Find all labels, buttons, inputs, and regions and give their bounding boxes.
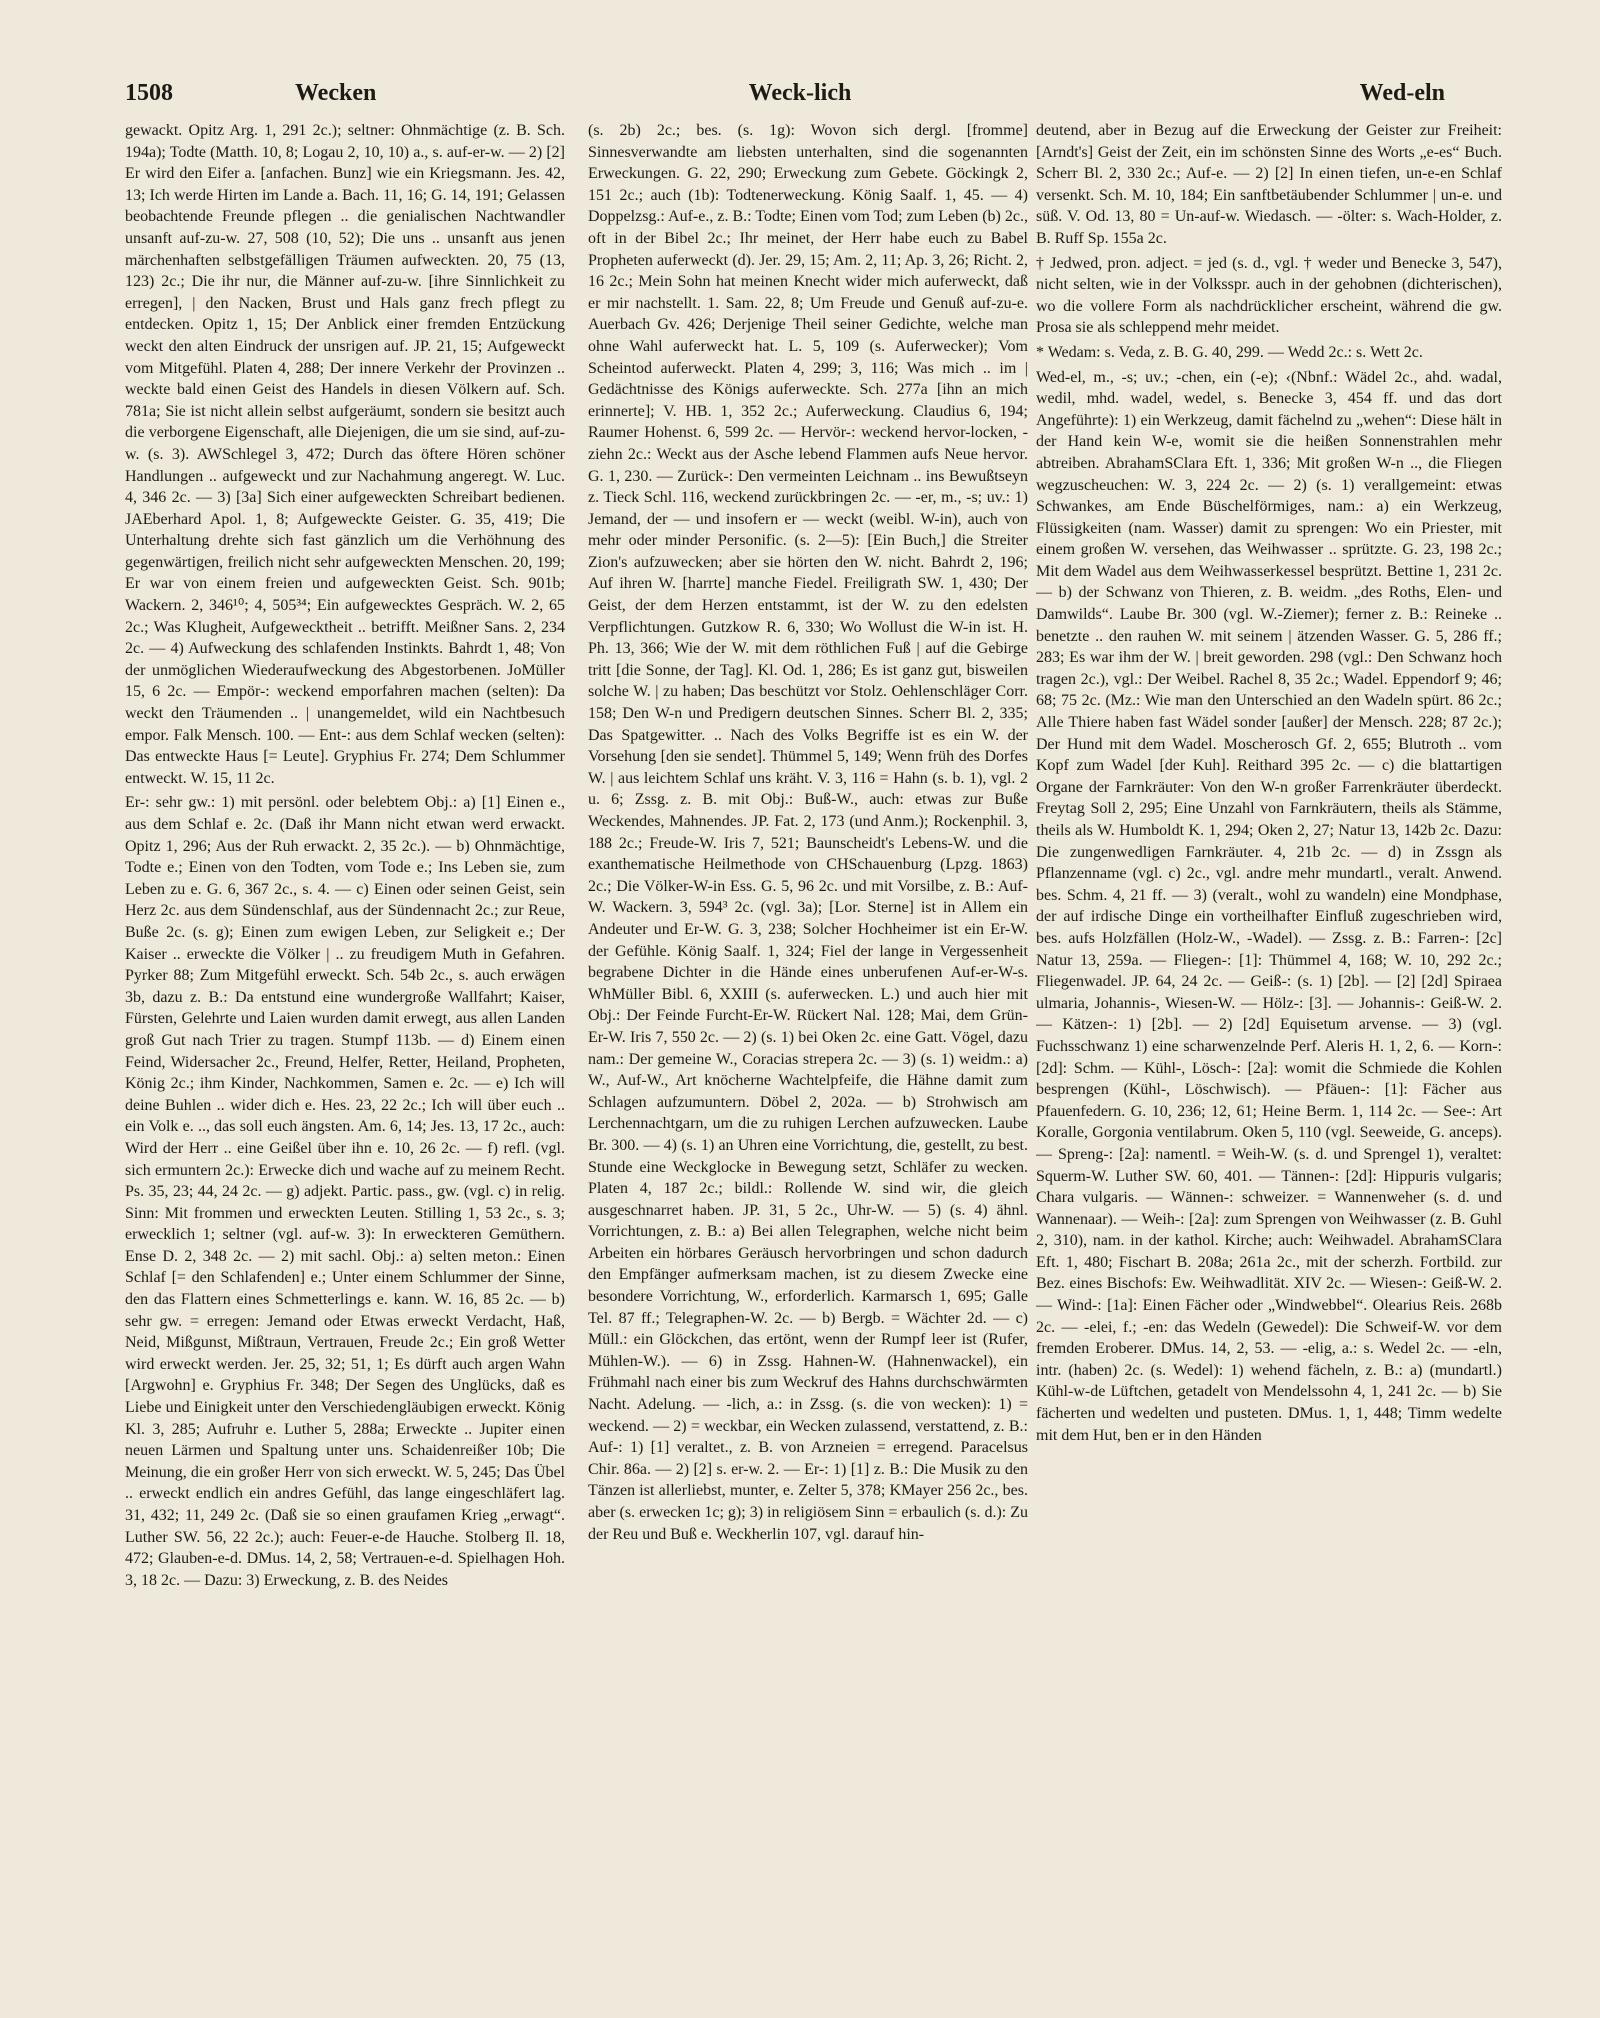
guide-word-left: Wecken xyxy=(295,80,377,106)
entry-paragraph: gewackt. Opitz Arg. 1, 291 2c.); seltner: Ohnmächtige (z. B. Sch. 194a); Todte (Matth. 10, 8; Logau 2, 10, 10) a., s. auf-er-w. — 2) [2] Er wird den Eifer a. [anfachen. Bunz] wie ein Kriegsmann. Jes. 42, 13; Ich werde Hirten im Lande a. Bach. 11, 16; G. 14, 191; Gelassen beobachtende Freunde pflegen .. die genialischen Nachtwandler unsanft auf-zu-w. 27, 508 (10, 52); Die uns .. unsanft aus jenen märchenhaften selbstgefälligen Träumen aufweckten. 20, 75 (13, 123) 2c.; Die ihr nur, die Männer auf-zu-w. [ihre Sinnlichkeit zu erregen], | den Nacken, Brust und Hals ganz frech pflegt zu entdecken. Opitz 1, 15; Der Anblick einer fremden Entzückung weckt den alten Eindruck der unsrigen auf. JP. 21, 15; Aufgeweckt vom Mitgefühl. Platen 4, 288; Der innere Verkehr der Provinzen .. weckte bald einen Geist des Handels in diesen Völkern auf. Sch. 781a; Sie ist nicht allein selbst aufgeräumt, sondern sie besitzt auch die verborgene Eigenschaft, alle Diejenigen, die um sie sind, auf-zu-w. (s. 3). AWSchlegel 3, 472; Durch das öftere Hören schöner Handlungen .. aufgeweckt und zur Nachahmung angeregt. W. Luc. 4, 346 2c. — 3) [3a] Sich einer aufgeweckten Schreibart bedienen. JAEberhard Apol. 1, 8; Aufgeweckte Geister. G. 35, 419; Die Unterhaltung drehte sich fast gänzlich um die Verhöhnung des gegenwärtigen, freilich nicht sehr aufgeweckten Menschen. 20, 199; Er war von einem freien und aufgeweckten Geist. Sch. 901b; Wackern. 2, 346¹⁰; 4, 505³⁴; Ein aufgewecktes Gespräch. W. 2, 65 2c.; Was Klugheit, Aufgewecktheit .. betrifft. Meißner Sans. 2, 234 2c. — 4) Aufweckung des schlafenden Instinkts. Bahrdt 1, 48; Von der unmöglichen Wiederaufweckung des Abgestorbenen. JoMüller 15, 6 2c. — Empör-: weckend emporfahren machen (selten): Da weckt den Träumenden .. | unangemeldet, wild ein Nachtbesuch empor. Falk Mensch. 100. — Ent-: aus dem Schlaf wecken (selten): Das entweckte Haus [= Leute]. Gryphius Fr. 274; Dem Schlummer entweckt. W. 15, 11 2c. xyxy=(125,122,565,787)
guide-word-center: Weck-lich xyxy=(748,80,852,106)
column-left xyxy=(125,120,565,1980)
entry-paragraph: † Jedwed, pron. adject. = jed (s. d., vgl. † weder und Benecke 3, 547), nicht selten, wie in der Volksspr. auch in der gehobnen (dichterischen), wo die vollere Form als nachdrücklicher erscheint, während die gw. Prosa sie als schleppend mehr meidet. xyxy=(1036,254,1502,337)
entry-paragraph: Er-: sehr gw.: 1) mit persönl. oder belebtem Obj.: a) [1] Einen e., aus dem Schlaf e. 2c. (Daß ihr Mann nicht etwan werd erwackt. Opitz 1, 296; Aus der Ruh erwackt. 2, 35 2c.). — b) Ohnmächtige, Todte e.; Einen von den Todten, vom Tode e.; Ins Leben sie, zum Leben zu e. G. 6, 367 2c., s. 4. — c) Einen oder seinen Geist, sein Herz 2c. aus dem Sündenschlaf, aus der Sündennacht 2c.; zur Reue, Buße 2c. (s. g); Einen zum ewigen Leben, zur Seligkeit e.; Der Kaiser .. erweckte die Völker | .. zu freudigem Muth in Gefahren. Pyrker 88; Zum Mitgefühl erweckt. Sch. 54b 2c., s. auch erwägen 3b, dazu z. B.: Da entstund eine wundergroße Wallfahrt; Kaiser, Fürsten, Gelehrte und Laien wurden damit erwegt, aus allen Landen groß Gut nach Trier zu tragen. Stumpf 113b. — d) Einem einen Feind, Widersacher 2c., Freund, Helfer, Retter, Heiland, Propheten, König 2c.; ihm Kinder, Nachkommen, Samen e. 2c. — e) Ich will deine Buhlen .. wider dich e. Hes. 23, 22 2c.; Ich will über euch .. ein Volk e. .., das soll euch ängsten. Am. 6, 14; Jes. 13, 17 2c., auch: Wird der Herr .. eine Geißel über ihn e. 10, 26 2c. — f) refl. (vgl. sich ermuntern 2c.): Erwecke dich und wache auf zu meinem Recht. Ps. 35, 23; 44, 24 2c. — g) adjekt. Partic. pass., gw. (vgl. c) in relig. Sinn: Mit frommen und erweckten Leuten. Stilling 1, 53 2c., s. 3; erwecklich 1; seltner (vgl. auf-w. 3): In erweckteren Gemüthern. Ense D. 2, 348 2c. — 2) mit sachl. Obj.: a) selten meton.: Einen Schlaf [= den Schlafenden] e.; Unter einem Schlummer der Sinne, den das Flattern eines Schmetterlings e. kann. W. 16, 85 2c. — b) sehr gw. = erregen: Jemand oder Etwas erweckt Verdacht, Haß, Neid, Mißgunst, Mißtraun, Vertrauen, Freude 2c.; Ein groß Wetter wird erweckt werden. Jer. 25, 32; 51, 1; Es dürft auch argen Wahn [Argwohn] e. Gryphius Fr. 348; Der Segen des Unglücks, daß es Liebe und Einigkeit unter den Verschiedengläubigen erweckt. König Kl. 3, 285; Aufruhr e. Luther 5, 288a; Erweckte .. Jupiter einen neuen Lärmen und Spaltung unter uns. Schaidenreißer 10b; Die Meinung, die ein großer Herr von sich erweckt. W. 5, 245; Das Übel .. erweckt endlich ein andres Gefühl, das lange eingeschläfert lag. 31, 432; 11, 249 2c. (Daß sie so einen graufamen Krieg „erwagt“. Luther SW. 56, 22 2c.); auch: Feuer-e-de Hauche. Stolberg Il. 18, 472; Glauben-e-d. DMus. 14, 2, 58; Vertrauen-e-d. Spielhagen Hoh. 3, 18 2c. — Dazu: 3) Erweckung, z. B. des Neides xyxy=(125,794,565,1589)
page-number: 1508 xyxy=(125,80,173,106)
column-middle xyxy=(588,120,1028,1980)
page-header xyxy=(125,80,1475,120)
entry-paragraph: * Wedam: s. Veda, z. B. G. 40, 299. — Wedd 2c.: s. Wett 2c. xyxy=(1036,343,1423,361)
guide-word-right: Wed-eln xyxy=(1359,80,1445,106)
entry-paragraph: Wed-el, m., -s; uv.; -chen, ein (-e); ‹(Nbnf.: Wädel 2c., ahd. wadal, wedil, mhd. wadel, wedel, s. Benecke 3, 454 ff. und das dort Angeführte): 1) ein Werkzeug, damit fächelnd zu „wehen“: Diese hält in der Hand kein W-e, womit sie die heißen Sonnenstrahlen mehr abtreiben. AbrahamSClara Eft. 1, 336; Mit großen W-n .., die Fliegen wegzuscheuchen: W. 3, 224 2c. — 2) (s. 1) verallgemeint: etwas Schwankes, am Ende Büschelförmiges, nam.: a) ein Werkzeug, Flüssigkeiten (nam. Wasser) damit zu sprengen: Wo ein Priester, mit einem großen W. versehen, das Weihwasser .. sprützte. G. 23, 198 2c.; Mit dem Wadel aus dem Weihwasserkessel besprützt. Bettine 1, 231 2c. — b) der Schwanz von Thieren, z. B. weidm. „des Roths, Elen- und Damwilds“. Laube Br. 300 (vgl. W.-Ziemer); ferner z. B.: Reineke .. benetzte .. den rauhen W. mit seinem | ätzenden Wasser. G. 5, 286 ff.; 283; Es war ihm der W. | breit geworden. 298 (vgl.: Den Schwanz hoch tragen 2c.), vgl.: Der Weibel. Rachel 8, 35 2c.; Wadel. Eppendorf 9; 46; 68; 75 2c. (Mz.: Wie man den Unterschied an den Wadeln spürt. 86 2c.; Alle Thiere haben fast Wädel sonder [außer] der Mensch. 228; 87 2c.); Der Hund mit dem Wadel. Moscherosch Gf. 2, 655; Blutroth .. vom Kopf zum Wadel [der Kuh]. Reithard 395 2c. — c) die blattartigen Organe der Farnkräuter: Von den W-n großer Farrenkräuter überdeckt. Freytag Soll 2, 295; Eine Unzahl von Farnkräutern, theils als Stämme, theils als W. Humboldt K. 1, 294; Oken 2, 27; Natur 13, 142b 2c. Dazu: Die zungenwedligen Farnkräuter. 4, 21b 2c. — d) in Zssgn als Pflanzenname (vgl. c) 2c., vgl. andre mehr mundartl., veralt. Anwend. bes. Schm. 4, 21 ff. — 3) (veralt., wohl zu wandeln) eine Mondphase, der auf irdische Dinge ein vortheilhafter Einfluß zugeschrieben wird, bes. aufs Holzfällen (Holz-W., -Wadel). — Zssg. z. B.: Farren-: [2c] Natur 13, 259a. — Fliegen-: [1]: Thümmel 4, 168; W. 10, 292 2c.; Fliegenwadel. JP. 64, 24 2c. — Geiß-: (s. 1) [2b]. — [2] [2d] Spiraea ulmaria, Johannis-, Wiesen-W. — Hölz-: [3]. — Johannis-: Geiß-W. 2. — Kätzen-: 1) [2b]. — 2) [2d] Equisetum arvense. — 3) (vgl. Fuchsschwanz 1) eine scharwenzelnde Perf. Aleris H. 1, 2, 6. — Korn-: [2d]: Schm. — Kühl-, Lösch-: [2a]: womit die Schmiede die Kohlen besprengen (Kühl-, Löschwisch). — Pfäuen-: [1]: Fächer aus Pfauenfedern. G. 10, 236; 12, 61; Heine Berm. 1, 114 2c. — See-: Art Koralle, Gorgonia ventilabrum. Oken 5, 110 (vgl. Seeweide, G. anceps). — Spreng-: [2a]: namentl. = Weih-W. (s. d. und Sprengel 1), veraltet: Squerm-W. Luther SW. 60, 401. — Tännen-: [2d]: Hippuris vulgaris; Chara vulgaris. — Wännen-: schweizer. = Wannenweher (s. d. und Wannenaar). — Weih-: [2a]: zum Sprengen von Weihwasser (z. B. Guhl 2, 310), nam. in der kathol. Kirche; auch: Weihwadel. AbrahamSClara Eft. 1, 480; Fischart B. 208a; 261a 2c., mit der scherzh. Fortbild. zur Bez. eines Bischofs: Ew. Weihwadlität. XIV 2c. — Wiesen-: Geiß-W. 2. — Wind-: [1a]: Einen Fächer oder „Windwebbel“. Olearius Reis. 268b 2c. — -elei, f.; -en: das Wedeln (Gewedel): Die Schweif-W. vor dem fremden Eroberer. DMus. 14, 2, 53. — -elig, a.: s. Wedel 2c. — -eln, intr. (haben) 2c. (s. Wedel): 1) wehend fächeln, z. B.: a) (mundartl.) Kühl-w-de Lüftchen, getadelt von Mendelssohn 4, 1, 241 2c. — b) Sie fächerten und wedelten und pusteten. DMus. 1, 1, 448; Timm wedelte mit dem Hut, ben er in den Händen xyxy=(1036,368,1502,1444)
entry-paragraph: deutend, aber in Bezug auf die Erweckung der Geister zur Freiheit: [Arndt's] Geist der Zeit, ein im schönsten Sinne des Worts „e-es“ Buch. Scherr Bl. 2, 330 2c.; Auf-e. — 2) [2] In einen tiefen, un-e-en Schlaf versenkt. Sch. M. 10, 184; Ein sanftbetäubender Schlummer | un-e. und süß. V. Od. 13, 80 = Un-auf-w. Wiedasch. — -ölter: s. Wach-Holder, z. B. Ruff Sp. 155a 2c. xyxy=(1036,122,1502,247)
entry-paragraph: (s. 2b) 2c.; bes. (s. 1g): Wovon sich dergl. [fromme] Sinnesverwandte am liebsten unterhalten, sind die sogenannten Erweckungen. G. 22, 290; Erweckung zum Gebete. Göckingk 2, 151 2c.; auch (1b): Todtenerweckung. König Saalf. 1, 45. — 4) Doppelzsg.: Auf-e., z. B.: Todte; Einen vom Tod; zum Leben (b) 2c., oft in der Bibel 2c.; Ihr meinet, der Herr habe euch zu Babel Propheten auferweckt (d). Jer. 29, 15; Am. 2, 11; Ap. 3, 26; Richt. 2, 16 2c.; Mein Sohn hat meinen Knecht wider mich auferweckt, daß er mir nachstellt. 1. Sam. 22, 8; Um Freude und Genuß auf-zu-e. Auerbach Gv. 426; Derjenige Theil seiner Gedichte, welche man ohne Wahl auferweckt hat. L. 5, 109 (s. Auferwecker); Vom Scheintod auferweckt. Platen 4, 299; 3, 116; Was mich .. im | Gedächtnisse des Königs auferweckte. Sch. 277a [ihn an mich erinnerte]; V. HB. 1, 352 2c.; Auferweckung. Claudius 6, 194; Raumer Hohenst. 6, 599 2c. — Hervör-: weckend hervor-locken, -ziehn 2c.: Weckt aus der Asche lebend Flammen aufs Neue hervor. G. 1, 230. — Zurück-: Den vermeinten Leichnam .. ins Bewußtseyn z. Tieck Schl. 116, weckend zurückbringen 2c. — -er, m., -s; uv.: 1) Jemand, der — und insofern er — weckt (weibl. W-in), auch von mehr oder minder Personific. (s. 2—5): [Ein Buch,] die Streiter Zion's aufzuwecken; aber sie hörten den W. nicht. Bahrdt 2, 196; Auf ihren W. [harrte] manche Fiedel. Freiligrath SW. 1, 430; Der Geist, der dem Herzen entstammt, ist der W. zu den edelsten Verpflichtungen. Gutzkow R. 6, 330; Wo Wollust die W-in ist. H. Ph. 13, 366; Wie der W. mit dem röthlichen Fuß | auf die Gebirge tritt [die Sonne, der Tag]. Kl. Od. 1, 286; Es ist ganz gut, bisweilen solche W. | zu haben; Das beschützt vor Stolz. Oehlenschläger Corr. 158; Den W-n und Predigern deutschen Sinnes. Scherr Bl. 2, 335; Das Spatgewitter. .. Nach des Volks Begriffe ist es ein W. der Vorsehung [den sie sendet]. Thümmel 5, 149; Wenn früh des Dorfes W. | aus leichtem Schlaf uns kräht. V. 3, 116 = Hahn (s. b. 1), vgl. 2 u. 6; Zssg. z. B. mit Obj.: Buß-W., auch: etwas zur Buße Weckendes, Mahnendes. JP. Fat. 2, 173 (und Anm.); Rockenphil. 3, 188 2c.; Freude-W. Iris 7, 521; Baunscheidt's Lebens-W. und die exanthematische Heilmethode von CHSchauenburg (Lpzg. 1863) 2c.; Die Völker-W-in Ess. G. 5, 96 2c. und mit Vorsilbe, z. B.: Auf-W. Wackern. 3, 594³ 2c. (vgl. 3a); [Lor. Sterne] ist in Allem ein Andeuter und Er-W. G. 3, 238; Solcher Hochheimer ist ein Er-W. der Gefühle. König Saalf. 1, 324; Fiel der lange in Vergessenheit begrabene Dichter in die Hände eines unberufenen Auf-er-W-s. WhMüller Bibl. 6, XXIII (s. auferwecken. L.) und auch hier mit Obj.: Der Feinde Furcht-Er-W. Rückert Nal. 128; Mai, dem Grün-Er-W. Iris 7, 550 2c. — 2) (s. 1) bei Oken 2c. eine Gatt. Vögel, dazu nam.: Der gemeine W., Coracias strepera 2c. — 3) (s. 1) weidm.: a) W., Auf-W., Art knöcherne Wachtelpfeife, die Hähne damit zum Schlagen aufzumuntern. Döbel 2, 202a. — b) Strohwisch am Lerchennachtgarn, um die zu ruhigen Lerchen aufzuwecken. Laube Br. 300. — 4) (s. 1) an Uhren eine Vorrichtung, die, gestellt, zu best. Stunde eine Weckglocke in Bewegung setzt, Schläfer zu wecken. Platen 4, 187 2c.; bildl.: Rollende W. sind wir, die gleich ausgeschnarret haben. JP. 31, 5 2c., Uhr-W. — 5) (s. 4) ähnl. Vorrichtungen, z. B.: a) Bei allen Telegraphen, welche nicht beim Arbeiten ein hörbares Geräusch hervorbringen und schon dadurch den Empfänger aufmerksam machen, ist zu diesem Zwecke eine besondere Vorrichtung, W., erforderlich. Karmarsch 1, 695; Galle Tel. 87 ff.; Telegraphen-W. 2c. — b) Bergb. = Wächter 2d. — c) Müll.: ein Glöckchen, das ertönt, wenn der Rumpf leer ist (Rufer, Mühlen-W.). — 6) in Zssg. Hahnen-W. (Hahnenwackel), ein Frühmahl nach einer bis zum Weckruf des Hahns durchschwärmten Nacht. Adelung. — -lich, a.: in Zssg. (s. die von wecken): 1) = weckend. — 2) = weckbar, ein Wecken zulassend, verstattend, z. B.: Auf-: 1) [1] veraltet., z. B. von Arzneien = erregend. Paracelsus Chir. 86a. — 2) [2] s. er-w. 2. — Er-: 1) [1] z. B.: Die Musik zu den Tänzen ist allerliebst, munter, e. Zelter 5, 378; KMayer 256 2c., bes. aber (s. erwecken 1c; g); 3) in religiösem Sinn = erbaulich (s. d.): Zu der Reu und Buß e. Weckherlin 107, vgl. darauf hin- xyxy=(588,122,1028,1543)
column-right xyxy=(1036,120,1502,1980)
